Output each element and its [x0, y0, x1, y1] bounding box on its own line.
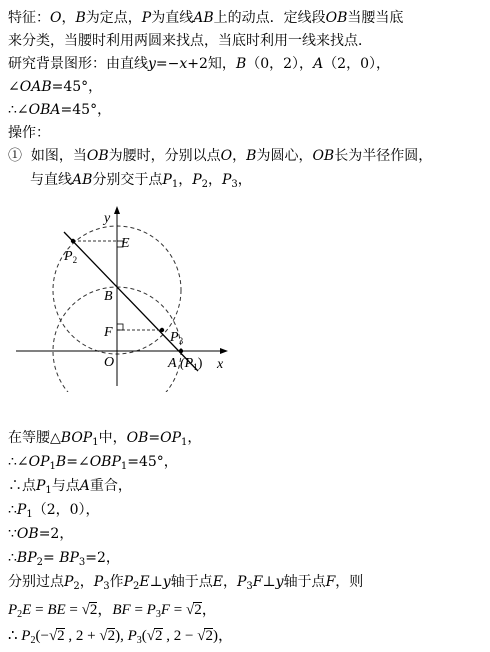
text-line-8: 与直线AB分别交于点$P_1$，$P_2$，$P_3$， — [30, 172, 252, 190]
text-line-14: $\therefore BP_2= BP_3=2$， — [8, 550, 120, 568]
line-ab — [64, 232, 198, 371]
text-line-11: ∴点$P_1$与点A重合， — [8, 478, 132, 496]
text-line-4: ∠OAB=45°， — [8, 79, 103, 95]
text-line-12: $\therefore P_1(2$，0）， — [8, 502, 100, 520]
label-p1: $(P_1)$ — [180, 356, 203, 372]
text-line-5: ∴∠OBA=45°， — [8, 102, 112, 118]
text-line-13: ∵OB=2， — [8, 526, 74, 542]
x-axis-arrow-icon — [220, 348, 228, 354]
text-line-1: 特征：O，B为定点，P为直线AB上的动点．定线段OB当腰当底 — [8, 10, 404, 26]
text-line-2: 来分类，当腰时利用两圆来找点，当底时利用一线来找点． — [8, 33, 372, 49]
text-line-9: 在等腰$\triangle BOP_1$中，$OB=OP_1$， — [8, 430, 202, 448]
text-line-3: 研究背景图形：由直线y=−x+2知，B（0，2），A（2，0）， — [8, 56, 391, 72]
point-a — [179, 349, 183, 353]
text-line-7: ① 如图，当OB为腰时，分别以点O，B为圆心，OB长为半径作圆， — [8, 148, 433, 164]
label-a: A — [168, 356, 177, 371]
geometry-figure — [8, 196, 240, 392]
label-x: x — [217, 357, 224, 372]
label-o: O — [104, 355, 115, 370]
label-f: F — [104, 325, 113, 340]
label-p2: $P_2$ — [64, 249, 78, 265]
label-b: B — [104, 289, 113, 304]
label-e: E — [121, 236, 130, 251]
text-line-17: ∴ $P_2(-√2$ , 2 + √2), $P_3(√2$ , 2 − √2)， — [8, 628, 233, 646]
text-line-15: 分别过点$P_2$，$P_3$作$P_2E\perp y$轴于点E，$P_3F\perp y$轴于点F，则 — [8, 574, 364, 592]
label-p3: $P_3$ — [170, 330, 184, 346]
label-y: y — [104, 211, 111, 226]
y-axis-arrow-icon — [114, 206, 120, 214]
point-p2 — [71, 239, 75, 243]
point-p3 — [160, 328, 164, 332]
text-line-6: 操作： — [8, 125, 50, 141]
text-line-16: $P_2E$ = BE = √2，BF = $P_3F = √2$， — [8, 602, 217, 620]
text-line-10: $\therefore\angle OP_1B=\angle OBP_1=45^\circ$， — [8, 454, 178, 472]
right-angle-f — [117, 324, 123, 330]
